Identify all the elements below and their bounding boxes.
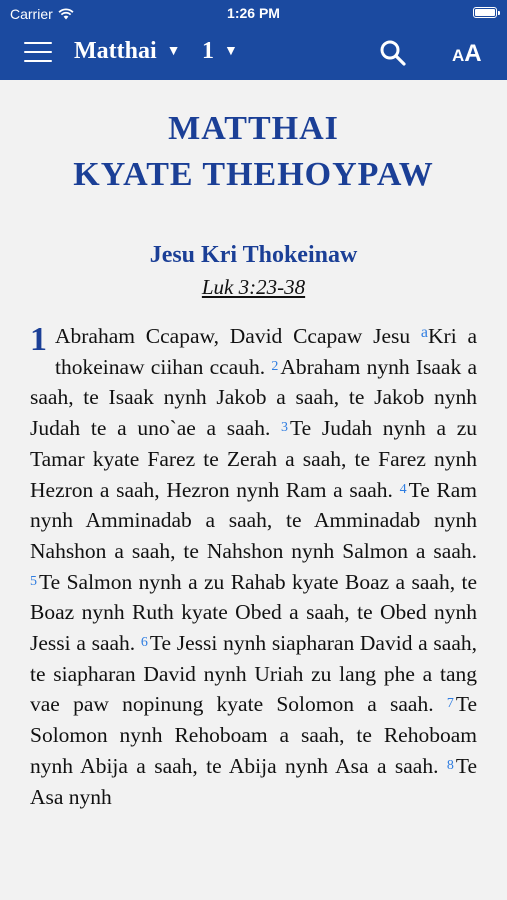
verse-number: 2 xyxy=(271,358,279,374)
verse-text: Te Salmon nynh a zu Rahab kyate Boaz a saah, te Boaz nynh Ruth kyate Obed a saah, te Obed nynh Jessi a saah. xyxy=(30,569,477,656)
book-title-line2: KYATE THEHOYPAW xyxy=(73,156,434,193)
footnote-marker[interactable]: a xyxy=(420,324,429,341)
search-icon[interactable] xyxy=(379,39,407,67)
book-title-line1: MATTHAI xyxy=(168,110,339,147)
nav-bar xyxy=(0,28,507,80)
verse-number: 4 xyxy=(399,481,407,497)
book-title xyxy=(30,106,477,198)
book-selector[interactable] xyxy=(74,38,181,65)
verse-text: Te Jessi nynh siapharan David a saah, te siapharan David nynh Uriah zu lang phe a tang vae paw nopinung kyate Solomon a saah. xyxy=(30,631,477,717)
dropdown-caret-icon: ▼ xyxy=(166,43,181,59)
verse-text: Te Solomon nynh Rehoboam a saah, te Rehoboam nynh Abija a saah, te Abija nynh Asa a saah. xyxy=(30,692,477,778)
clock: 1:26 PM xyxy=(227,5,280,21)
status-bar xyxy=(0,0,507,28)
carrier-label: Carrier xyxy=(10,6,53,22)
chapter-selector[interactable] xyxy=(202,38,238,65)
verse-number: 3 xyxy=(281,420,289,436)
reader-content xyxy=(0,106,507,812)
menu-icon[interactable] xyxy=(24,42,52,64)
verse-number: 5 xyxy=(30,573,37,589)
font-size-icon[interactable]: AA xyxy=(452,40,482,67)
chapter-number: 1 xyxy=(202,38,214,64)
verse-number: 7 xyxy=(446,696,454,712)
verse-text: Te Judah nynh a zu Tamar kyate Farez te Zerah a saah, te Farez nynh Hezron a saah, Hezron nynh Ram a saah. xyxy=(30,416,477,502)
verse-text: Abraham nynh Isaak a saah, te Isaak nynh Jakob a saah, te Jakob nynh Judah te a uno`ae a saah. xyxy=(30,354,477,441)
passage-text xyxy=(30,318,477,812)
verse-text: Te Ram nynh Amminadab a saah, te Amminadab nynh Nahshon a saah, te Nahshon nynh Salmon a saah. xyxy=(30,477,478,563)
battery-icon xyxy=(473,7,497,18)
verse-1-text-a: Abraham Ccapaw, David Ccapaw Jesu xyxy=(55,324,411,348)
cross-reference-link[interactable]: Luk 3:23-38 xyxy=(201,275,306,299)
verse-text: Te Asa nynh xyxy=(30,753,478,809)
section-heading: Jesu Kri Thokeinaw xyxy=(149,242,358,268)
dropdown-caret-icon: ▼ xyxy=(224,43,238,59)
verse-1-text-b: Kri a thokeinaw ciihan ccauh. xyxy=(55,324,478,379)
book-name: Matthai xyxy=(74,38,157,64)
verse-number: 8 xyxy=(446,757,454,773)
verse-number: 6 xyxy=(140,635,148,651)
chapter-number-large: 1 xyxy=(30,321,47,358)
